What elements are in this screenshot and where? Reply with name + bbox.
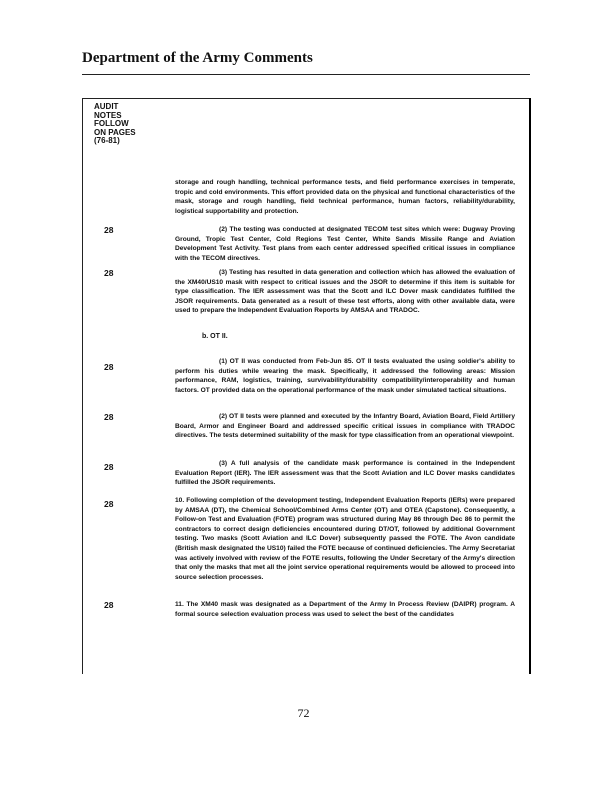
paragraph-ot-ii-2: (2) OT II tests were planned and executed by the Infantry Board, Aviation Board, Field Artillery Board, Armor and Engineer Board and addressed specific critical issues in compliance with TRADOC directives. The tests determined suitability of the mask for type classification from an operational viewpoint. [175, 413, 515, 440]
audit-notes-label: AUDIT NOTES FOLLOW ON PAGES (76-81) [94, 102, 136, 145]
audit-note-tag: 28 [104, 412, 114, 422]
subheading-ot-ii: b. OT II. [202, 333, 228, 340]
page-number: 72 [297, 706, 310, 720]
paragraph-11: 11. The XM40 mask was designated as a Department of the Army In Process Review (DAIPR) program. A formal source selection evaluation process was used to select the best of the candidates [175, 601, 515, 618]
audit-note-tag: 28 [104, 462, 114, 472]
page-header-title: Department of the Army Comments [82, 50, 313, 66]
paragraph-testing-results: (3) Testing has resulted in data generation and collection which has allowed the evaluation of the XM40/US10 mask with respect to critical issues and the JSOR to determine if this item is suitable for type classification. The IER assessment was that the Scott and ILC Dover mask candidates fulfilled the JSOR requirements. Data generated as a result of these test efforts, along with other available data, were used to prepare the Independent Evaluation Reports by AMSAA and TRADOC. [175, 269, 515, 315]
audit-note-tag: 28 [104, 499, 114, 509]
paragraph-ot-ii-1: (1) OT II was conducted from Feb-Jun 85. OT II tests evaluated the using soldier's ability to perform his duties while wearing the mask. Specifically, it addressed the following areas: Mission performance, RAM, logistics, training, survivability/durability compatibility/interoperability and human factors. OT provided data on the operational performance of the mask under simulated tactical situations. [175, 358, 515, 394]
paragraph-ot-ii-3: (3) A full analysis of the candidate mask performance is contained in the Independent Evaluation Report (IER). The IER assessment was that the Scott Aviation and ILC Dover masks candidates fulfilled the JSOR requirements. [175, 460, 515, 487]
audit-note-tag: 28 [104, 362, 114, 372]
paragraph-10: 10. Following completion of the development testing, Independent Evaluation Reports (IERs) were prepared by AMSAA (DT), the Chemical School/Combined Arms Center (OT) and OTEA (Capstone). Consequently, a Follow-on Test and Evaluation (FOTE) program was structured during May 86 through Dec 86 to permit the contractors to correct design deficiencies encountered during DT/OT, followed by additional Government testing. Two masks (Scott Aviation and ILC Dover) subsequently passed the FOTE. The Avon candidate (British mask designated the US10) failed the FOTE because of continued deficiencies. The Army Secretariat was actively involved with review of the FOTE results, following the Under Secretary of the Army's direction that only the masks that met all the joint service operational requirements would be allowed to proceed into source selection processes. [175, 497, 515, 581]
header-rule [82, 74, 530, 75]
audit-note-tag: 28 [104, 268, 114, 278]
audit-note-tag: 28 [104, 225, 114, 235]
paragraph-testing-sites: (2) The testing was conducted at designated TECOM test sites which were: Dugway Proving Ground, Tropic Test Center, Cold Regions Test Center, White Sands Missile Range and Aviation Development Test Activity. Test plans from each center addressed specified critical issues in compliance with the TECOM directives. [175, 226, 515, 262]
audit-note-tag: 28 [104, 600, 114, 610]
paragraph-storage: storage and rough handling, technical performance tests, and field performance exercises in temperate, tropic and cold environments. This effort provided data on the physical and functional characteristics of the mask, storage and rough handling, field technical performance, human factors, reliability/durability, logistical supportability and protection. [175, 179, 515, 215]
frame-right-bar [529, 98, 531, 674]
